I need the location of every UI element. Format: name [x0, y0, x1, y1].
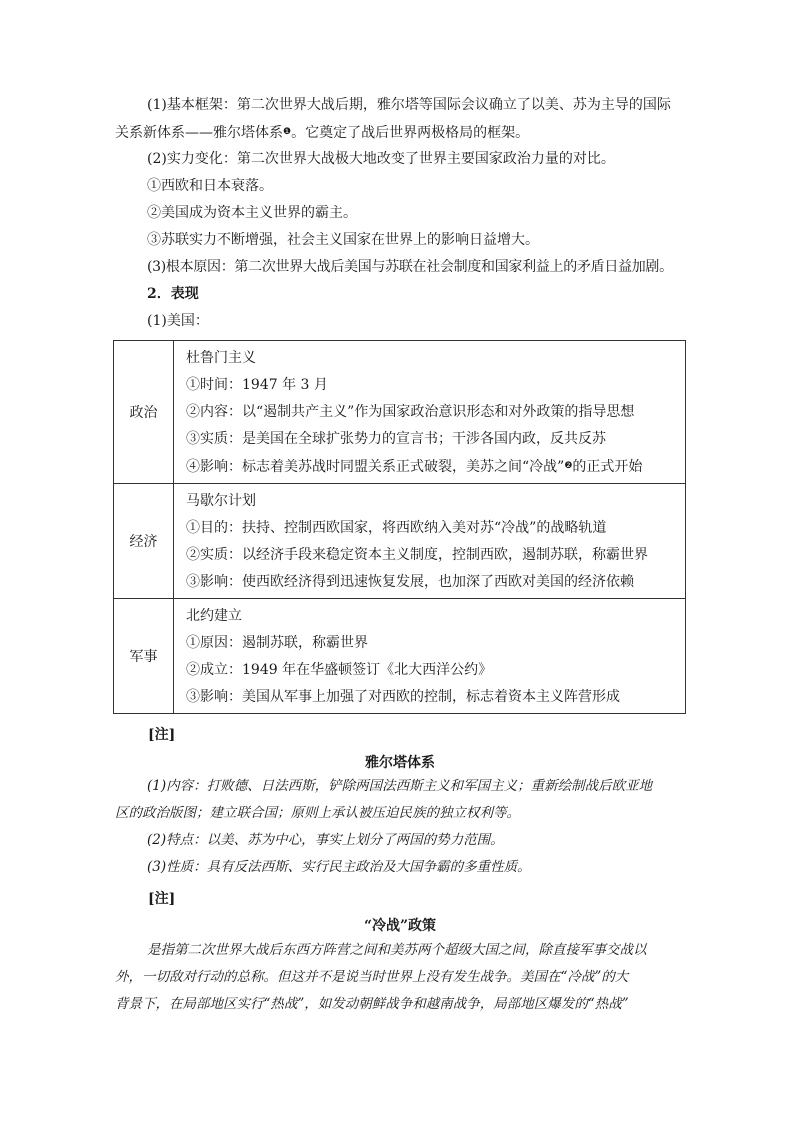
note-body-yalta [115, 773, 685, 881]
note-line: 是指第二次世界大战后东西方阵营之间和美苏两个超级大国之间，除直接军事交战以 [147, 942, 647, 958]
subsection-usa: (1)美国： [147, 313, 209, 329]
paragraph-basic-framework-line1: (1)基本框架：第二次世界大战后期，雅尔塔等国际会议确立了以美、苏为主导的国际 [147, 97, 671, 113]
economy-content [174, 484, 686, 599]
economy-line: 马歇尔计划 [186, 493, 256, 509]
military-content [174, 599, 686, 714]
framework-text-end: 。它奠定了战后世界两极格局的框架。 [291, 125, 530, 141]
paragraph-point-2: ②美国成为资本主义世界的霸主。 [147, 205, 357, 221]
note-body-cold-war [115, 937, 685, 1018]
politics-line-impact [186, 453, 677, 481]
paragraph-point-3: ③苏联实力不断增强，社会主义国家在世界上的影响日益增大。 [147, 232, 539, 248]
economy-line: ①目的：扶持、控制西欧国家，将西欧纳入美对苏“冷战”的战略轨道 [186, 520, 607, 536]
usa-policy-table [113, 340, 686, 714]
military-line: ③影响：美国从军事上加强了对西欧的控制，标志着资本主义阵营形成 [186, 689, 620, 705]
category-military: 军事 [114, 599, 174, 714]
framework-text: 关系新体系——雅尔塔体系 [115, 125, 283, 141]
economy-line: ②实质：以经济手段来稳定资本主义制度，控制西欧，遏制苏联，称霸世界 [186, 547, 648, 563]
note-tag-2: [注] [148, 891, 176, 907]
military-line: ①原因：遏制苏联，称霸世界 [186, 635, 368, 651]
politics-content [174, 341, 686, 484]
politics-line: ③实质：是美国在全球扩张势力的宣言书；干涉各国内政，反共反苏 [186, 431, 606, 447]
note-line: 区的政治版图；建立联合国；原则上承认被压迫民族的独立权利等。 [115, 805, 520, 821]
table-row-politics [114, 341, 686, 484]
footnote-marker-1: ❶ [283, 127, 292, 137]
economy-line: ③影响：使西欧经济得到迅速恢复发展，也加深了西欧对美国的经济依赖 [186, 574, 634, 590]
paragraph-root-cause: (3)根本原因：第二次世界大战后美国与苏联在社会制度和国家利益上的矛盾日益加剧。 [147, 259, 673, 275]
impact-text: ④影响：标志着美苏战时同盟关系正式破裂，美苏之间“冷战” [186, 459, 565, 475]
note-line: 外，一切敌对行动的总称。但这并不是说当时世界上没有发生战争。美国在“冷战”的大 [115, 969, 629, 985]
note-title-yalta: 雅尔塔体系 [365, 755, 435, 771]
table-row-military [114, 599, 686, 714]
note-line: (3)性质：具有反法西斯、实行民主政治及大国争霸的多重性质。 [147, 859, 531, 875]
note-line: (2)特点：以美、苏为中心，事实上划分了两国的势力范围。 [147, 832, 504, 848]
military-line: 北约建立 [186, 608, 242, 624]
category-economy: 经济 [114, 484, 174, 599]
category-politics: 政治 [114, 341, 174, 484]
note-line: 背景下，在局部地区实行“热战”，如发动朝鲜战争和越南战争，局部地区爆发的“热战” [115, 996, 629, 1012]
military-line: ②成立：1949 年在华盛顿签订《北大西洋公约》 [186, 662, 493, 678]
politics-line: ①时间：1947 年 3 月 [186, 377, 328, 393]
paragraph-basic-framework-line2 [115, 119, 685, 147]
footnote-marker-2: ❷ [564, 461, 573, 471]
paragraph-point-1: ①西欧和日本衰落。 [147, 178, 273, 194]
note-line: (1)内容：打败德、日法西斯，铲除两国法西斯主义和军国主义；重新绘制战后欧亚地 [147, 778, 653, 794]
note-tag-1: [注] [148, 727, 176, 743]
note-title-cold-war: “冷战”政策 [363, 918, 437, 934]
impact-text-end: 的正式开始 [572, 459, 643, 475]
paragraph-power-change: (2)实力变化：第二次世界大战极大地改变了世界主要国家政治力量的对比。 [147, 151, 615, 167]
table-row-economy [114, 484, 686, 599]
politics-line: ②内容：以“遏制共产主义”作为国家政治意识形态和对外政策的指导思想 [186, 404, 635, 420]
politics-line: 杜鲁门主义 [186, 350, 256, 366]
section-heading: 2．表现 [147, 286, 199, 302]
